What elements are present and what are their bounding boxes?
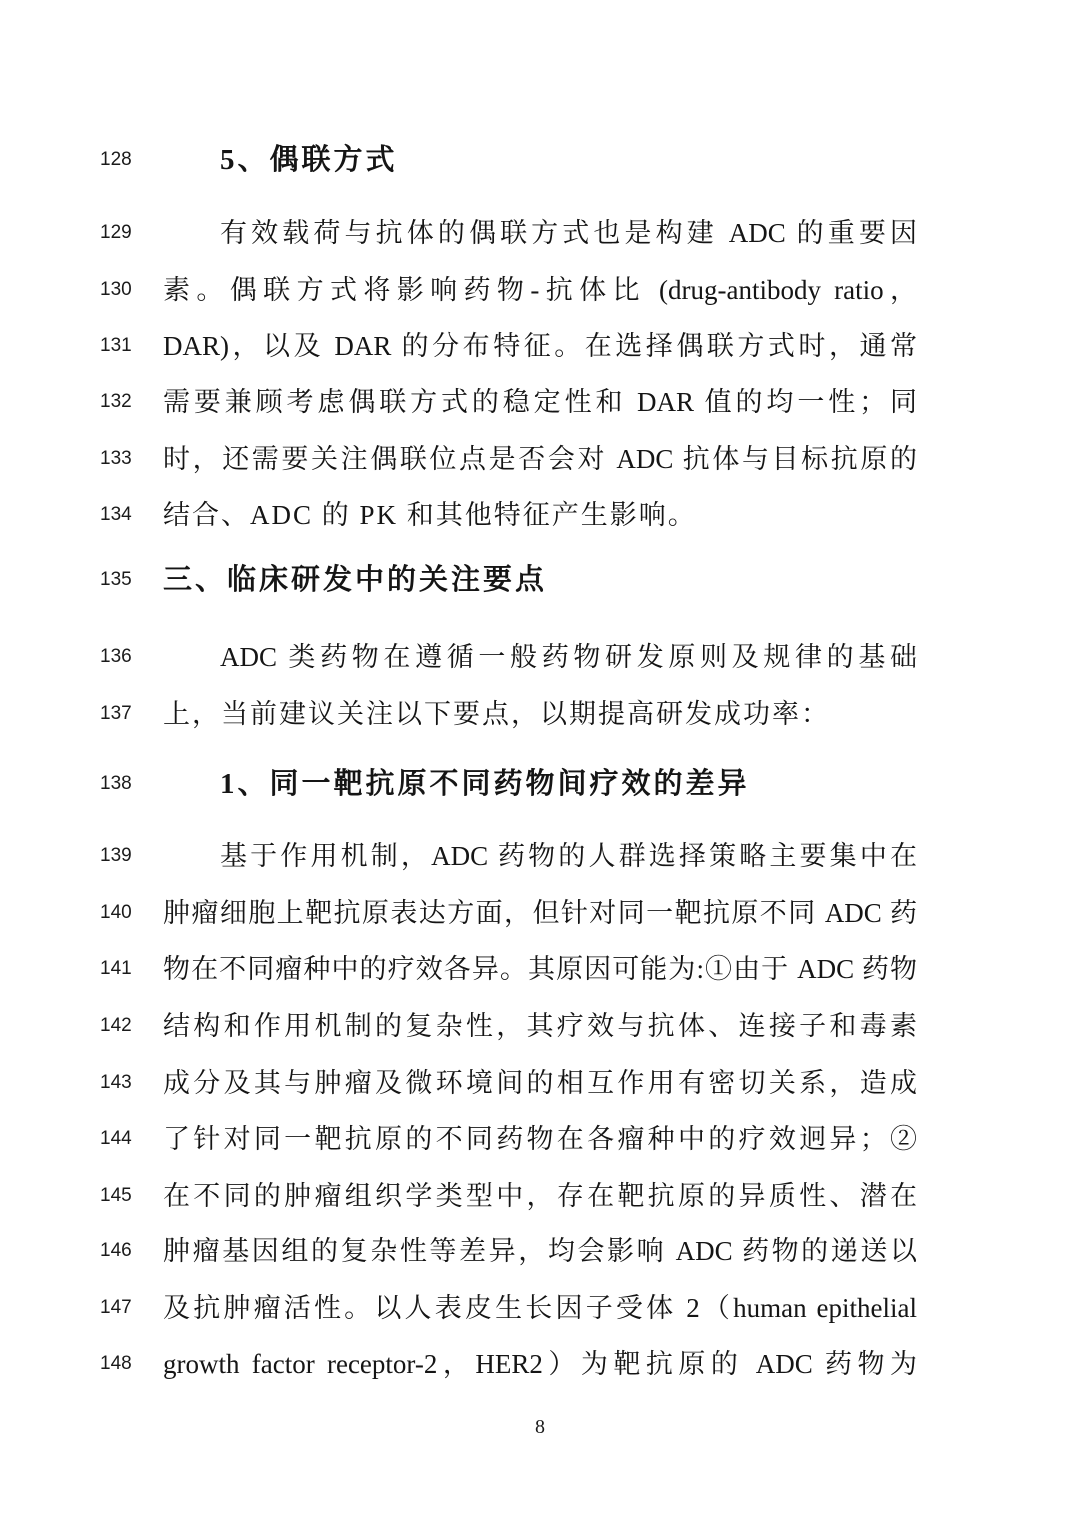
line-number: 129	[100, 222, 132, 243]
doc-line-143	[0, 1055, 1080, 1111]
line-number: 130	[100, 279, 132, 300]
line-number: 146	[100, 1240, 132, 1261]
doc-line-142	[0, 998, 1080, 1054]
line-text: 成分及其与肿瘤及微环境间的相互作用有密切关系，造成	[163, 1068, 917, 1098]
line-number: 145	[100, 1185, 132, 1206]
doc-line-140	[0, 885, 1080, 941]
line-text: 需要兼顾考虑偶联方式的稳定性和 DAR 值的均一性；同	[163, 387, 917, 417]
line-number: 139	[100, 845, 132, 866]
line-text: 基于作用机制，ADC 药物的人群选择策略主要集中在	[220, 841, 917, 871]
line-number: 143	[100, 1072, 132, 1093]
heading-same-target-efficacy-difference: 1、同一靶抗原不同药物间疗效的差异	[220, 768, 750, 800]
doc-line-144	[0, 1111, 1080, 1167]
doc-line-141	[0, 941, 1080, 997]
line-text: 结合、ADC 的 PK 和其他特征产生影响。	[163, 500, 697, 530]
line-number: 140	[100, 902, 132, 923]
line-number: 141	[100, 958, 132, 979]
doc-line-132	[0, 374, 1080, 430]
line-text: 及抗肿瘤活性。以人表皮生长因子受体 2（human epithelial	[163, 1293, 917, 1323]
line-number: 134	[100, 504, 132, 525]
line-number: 136	[100, 646, 132, 667]
doc-line-147	[0, 1280, 1080, 1336]
page-number: 8	[535, 1416, 545, 1438]
heading-clinical-dev-focus: 三、临床研发中的关注要点	[163, 564, 548, 596]
line-text: 结构和作用机制的复杂性，其疗效与抗体、连接子和毒素	[163, 1011, 917, 1041]
heading-coupling-method: 5、偶联方式	[220, 144, 398, 176]
doc-line-145	[0, 1168, 1080, 1224]
doc-line-146	[0, 1223, 1080, 1279]
line-text: 上，当前建议关注以下要点，以期提高研发成功率：	[163, 699, 830, 729]
line-number: 133	[100, 448, 132, 469]
doc-line-130	[0, 262, 1080, 318]
line-number: 132	[100, 391, 132, 412]
line-text: 肿瘤基因组的复杂性等差异，均会影响 ADC 药物的递送以	[163, 1236, 917, 1266]
line-text: 有效载荷与抗体的偶联方式也是构建 ADC 的重要因	[220, 218, 917, 248]
doc-line-135	[0, 552, 1080, 608]
doc-line-138	[0, 756, 1080, 812]
line-number: 128	[100, 149, 132, 170]
line-text: 肿瘤细胞上靶抗原表达方面，但针对同一靶抗原不同 ADC 药	[163, 898, 917, 928]
doc-line-136	[0, 629, 1080, 685]
line-number: 137	[100, 703, 132, 724]
line-text: 物在不同瘤种中的疗效各异。其原因可能为:①由于 ADC 药物	[163, 954, 917, 984]
doc-line-131	[0, 318, 1080, 374]
line-text: 素。偶联方式将影响药物-抗体比 (drug-antibody ratio，	[163, 275, 917, 305]
line-text: 了针对同一靶抗原的不同药物在各瘤种中的疗效迥异；②	[163, 1124, 917, 1154]
doc-line-134	[0, 487, 1080, 543]
doc-line-137	[0, 686, 1080, 742]
line-number: 142	[100, 1015, 132, 1036]
line-text: ADC 类药物在遵循一般药物研发原则及规律的基础	[220, 642, 917, 672]
line-number: 131	[100, 335, 132, 356]
line-text: 时，还需要关注偶联位点是否会对 ADC 抗体与目标抗原的	[163, 444, 917, 474]
line-number: 148	[100, 1353, 132, 1374]
line-text: DAR)，以及 DAR 的分布特征。在选择偶联方式时，通常	[163, 331, 917, 361]
line-number: 138	[100, 773, 132, 794]
line-number: 144	[100, 1128, 132, 1149]
line-text: 在不同的肿瘤组织学类型中，存在靶抗原的异质性、潜在	[163, 1181, 917, 1211]
doc-line-148	[0, 1336, 1080, 1392]
doc-line-139	[0, 828, 1080, 884]
doc-line-129	[0, 205, 1080, 261]
line-text: growth factor receptor-2，HER2）为靶抗原的 ADC 药物为	[163, 1349, 917, 1379]
line-number: 135	[100, 569, 132, 590]
doc-line-133	[0, 431, 1080, 487]
line-number: 147	[100, 1297, 132, 1318]
doc-line-128	[0, 132, 1080, 188]
